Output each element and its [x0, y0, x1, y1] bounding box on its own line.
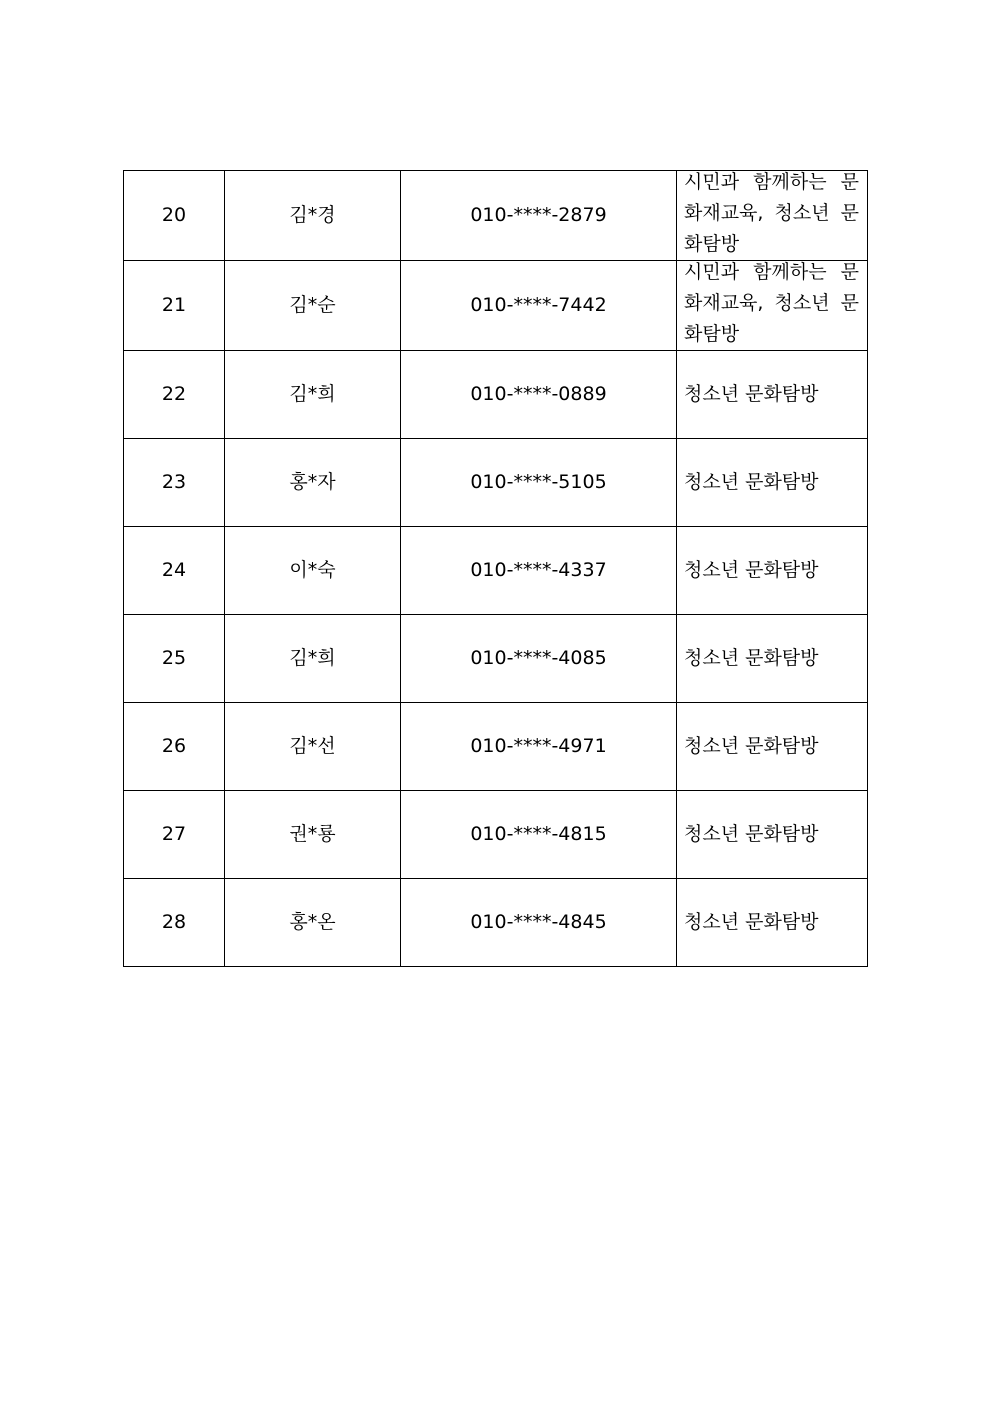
row-number: 21 [124, 261, 225, 351]
table-row [124, 439, 868, 527]
row-number: 26 [124, 703, 225, 791]
program-cell [677, 261, 868, 351]
table-row [124, 615, 868, 703]
row-number: 23 [124, 439, 225, 527]
phone-number: 010-****-5105 [401, 439, 677, 527]
table-row [124, 791, 868, 879]
phone-number: 010-****-4971 [401, 703, 677, 791]
table-row [124, 261, 868, 351]
phone-number: 010-****-4815 [401, 791, 677, 879]
phone-number: 010-****-4337 [401, 527, 677, 615]
participant-name: 이*숙 [225, 527, 401, 615]
table-row [124, 703, 868, 791]
row-number: 28 [124, 879, 225, 967]
phone-number: 010-****-0889 [401, 351, 677, 439]
program-cell [677, 615, 868, 703]
phone-number: 010-****-7442 [401, 261, 677, 351]
program-cell [677, 439, 868, 527]
row-number: 27 [124, 791, 225, 879]
table-row [124, 879, 868, 967]
participant-name: 김*희 [225, 351, 401, 439]
program-cell [677, 351, 868, 439]
program-name: 청소년 문화탐방 [684, 471, 819, 493]
program-name: 청소년 문화탐방 [684, 383, 819, 405]
program-name: 청소년 문화탐방 [684, 735, 819, 757]
program-name: 청소년 문화탐방 [684, 823, 819, 845]
program-cell [677, 791, 868, 879]
participant-name: 김*선 [225, 703, 401, 791]
participant-name: 권*룡 [225, 791, 401, 879]
participant-name: 홍*온 [225, 879, 401, 967]
phone-number: 010-****-2879 [401, 171, 677, 261]
phone-number: 010-****-4085 [401, 615, 677, 703]
program-name: 청소년 문화탐방 [684, 647, 819, 669]
row-number: 20 [124, 171, 225, 261]
participant-name: 김*경 [225, 171, 401, 261]
program-name: 시민과 함께하는 문화재교육, 청소년 문화탐방 [684, 171, 859, 255]
program-name: 청소년 문화탐방 [684, 559, 819, 581]
participant-name: 홍*자 [225, 439, 401, 527]
participant-name: 김*희 [225, 615, 401, 703]
program-cell [677, 703, 868, 791]
table-row [124, 527, 868, 615]
table-row [124, 351, 868, 439]
table-row [124, 171, 868, 261]
row-number: 25 [124, 615, 225, 703]
participant-table [123, 170, 868, 967]
participant-name: 김*순 [225, 261, 401, 351]
phone-number: 010-****-4845 [401, 879, 677, 967]
program-name: 청소년 문화탐방 [684, 911, 819, 933]
program-cell [677, 171, 868, 261]
program-name: 시민과 함께하는 문화재교육, 청소년 문화탐방 [684, 261, 859, 345]
row-number: 24 [124, 527, 225, 615]
program-cell [677, 879, 868, 967]
row-number: 22 [124, 351, 225, 439]
program-cell [677, 527, 868, 615]
